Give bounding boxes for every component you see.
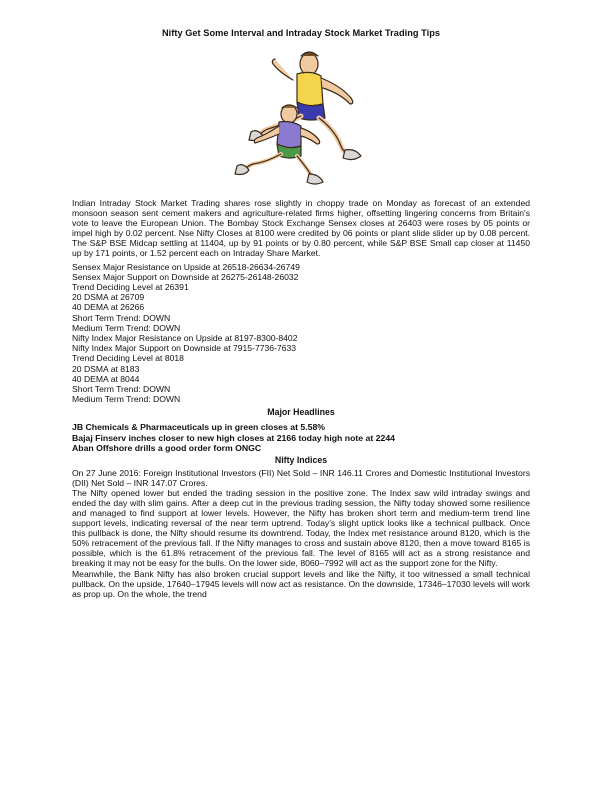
indices-title: Nifty Indices (274, 454, 328, 465)
indices-paragraph-nifty: The Nifty opened lower but ended the trading session in the positive zone. The Index saw wild intraday swings and ended the day with slim gains. After a deep cut in the previous trading session, the Nifty today showed some resilience and managed to find support at lower levels. However, the Nifty has broken short term and medium-term trend line support levels, indicating reversal of the near term uptrend. Today’s slight uptick looks like a technical pullback. Once this pullback is done, the Nifty should resume its downtrend. Today, the Index met resistance around 8120, which is the 50% retracement of the previous fall. If the Nifty manages to cross and sustain above 8120, then a move toward 8165 is possible, which is the 61.8% retracement of the previous fall. The level of 8165 will act as a strong resistance and breaking it may not be easy for the bulls. On the lower side, 8060–7992 will act as the support zone for the Nifty. (72, 487, 530, 569)
level-line: 40 DEMA at 26266 (72, 302, 145, 313)
document-page (72, 28, 530, 599)
level-line: Nifty Index Major Support on Downside at 7915-7736-7633 (72, 343, 297, 354)
indices-paragraph-bank-nifty: Meanwhile, the Bank Nifty has also broken crucial support levels and like the Nifty, it too witnessed a small technical pullback. On the upside, 17640–17945 levels will now act as resistance. On the downside, 17346–17030 levels will work as prop up. On the whole, the trend (72, 568, 530, 599)
level-line: Medium Term Trend: DOWN (72, 394, 181, 405)
level-line: Nifty Index Major Resistance on Upside at 8197-8300-8402 (72, 332, 298, 343)
intro-paragraph: Indian Intraday Stock Market Trading shares rose slightly in choppy trade on Monday as forecast of an extended monsoon season sent cement makers and agriculture-related firms higher, offsetting lingering concerns from Britain's vote to leave the European Union. The Bombay Stock Exchange Sensex closes at 26403 were roses by 05 points or impel high by 0.02 percent. Nse Nifty Closes at 8100 were credited by 06 points or plant slide slider up by 0.08 percent. The S&P BSE Midcap settling at 11404, up by 91 points or by 0.80 percent, while S&P BSE Small cap closer at 11450 up by 171 points, or 1.52 percent each on Intraday Share Market. (72, 198, 530, 259)
level-line: Sensex Major Resistance on Upside at 26518-26634-26749 (72, 261, 300, 272)
headline-item: JB Chemicals & Pharmaceuticals up in green closes at 5.58% (72, 422, 326, 433)
headline-item: Aban Offshore drills a good order form ONGC (72, 443, 262, 454)
level-line: Trend Deciding Level at 26391 (72, 281, 189, 292)
level-line: 20 DSMA at 8183 (72, 363, 140, 374)
headlines-list (72, 422, 530, 453)
headlines-title: Major Headlines (267, 407, 335, 418)
headline-item: Bajaj Finserv inches closer to new high closes at 2166 today high note at 2244 (72, 432, 395, 443)
level-line: 40 DEMA at 8044 (72, 373, 140, 384)
indices-paragraph-fii: On 27 June 2016: Foreign Institutional Investors (FII) Net Sold – INR 146.11 Crores and Domestic Institutional Investors (DII) Net Sold – INR 147.07 Crores. (72, 467, 530, 488)
level-line: 20 DSMA at 26709 (72, 292, 145, 303)
level-line: Medium Term Trend: DOWN (72, 322, 181, 333)
document-title: Nifty Get Some Interval and Intraday Stock Market Trading Tips (161, 28, 441, 38)
level-line: Sensex Major Support on Downside at 26275-26148-26032 (72, 271, 299, 282)
level-line: Short Term Trend: DOWN (72, 312, 171, 323)
level-line: Short Term Trend: DOWN (72, 384, 171, 394)
level-line: Trend Deciding Level at 8018 (72, 353, 184, 364)
levels-list (72, 262, 530, 405)
two-runners-cartoon-icon (201, 42, 401, 192)
